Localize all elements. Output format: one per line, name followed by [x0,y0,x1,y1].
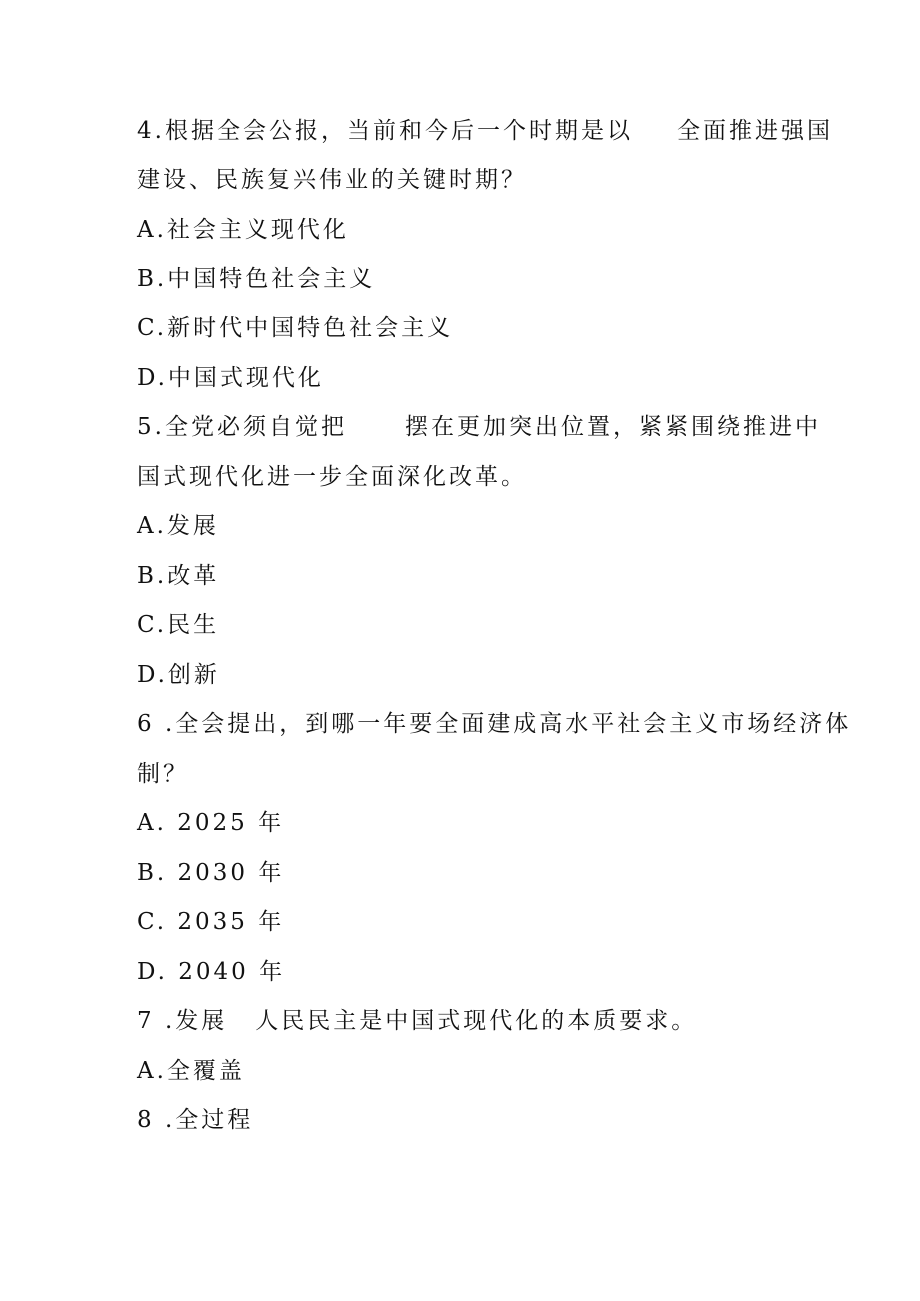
question-4-option-b: B.中国特色社会主义 [137,266,376,292]
question-8-line-1: 8 .全过程 [137,1107,254,1133]
question-5-option-b: B.改革 [137,563,220,589]
question-6-option-c: C. 2035 年 [137,909,285,935]
question-5-line-1 [137,410,821,444]
question-5-line-2: 国式现代化进一步全面深化改革。 [137,464,527,490]
question-4-option-c: C.新时代中国特色社会主义 [137,315,454,341]
question-4-option-a: A.社会主义现代化 [137,217,349,243]
question-7-text-b: 人民民主是中国式现代化的本质要求。 [255,1008,698,1034]
question-4-text-b: 全面推进强国 [676,118,833,144]
question-5-text-b: 摆在更加突出位置，紧紧围绕推进中 [404,414,821,440]
question-6-option-d: D. 2040 年 [137,959,286,985]
question-5-text-a: 5.全党必须自觉把 [137,414,347,440]
question-4-text-a: 4.根据全会公报，当前和今后一个时期是以 [137,118,633,144]
question-4-line-2: 建设、民族复兴伟业的关键时期？ [137,167,527,193]
question-5-option-d: D.创新 [137,662,220,688]
question-5-option-a: A.发展 [137,513,219,539]
question-7-line-1 [137,1004,697,1038]
question-6-option-b: B. 2030 年 [137,860,285,886]
question-7-text-a: 7 .发展 [137,1008,228,1034]
question-6-line-2: 制？ [137,761,189,787]
question-7-option-a: A.全覆盖 [137,1058,245,1084]
question-6-option-a: A. 2025 年 [137,810,285,836]
question-5-option-c: C.民生 [137,612,220,638]
question-4-line-1 [137,114,833,148]
question-4-option-d: D.中国式现代化 [137,365,324,391]
question-6-line-1: 6 .全会提出，到哪一年要全面建成高水平社会主义市场经济体 [137,711,852,737]
